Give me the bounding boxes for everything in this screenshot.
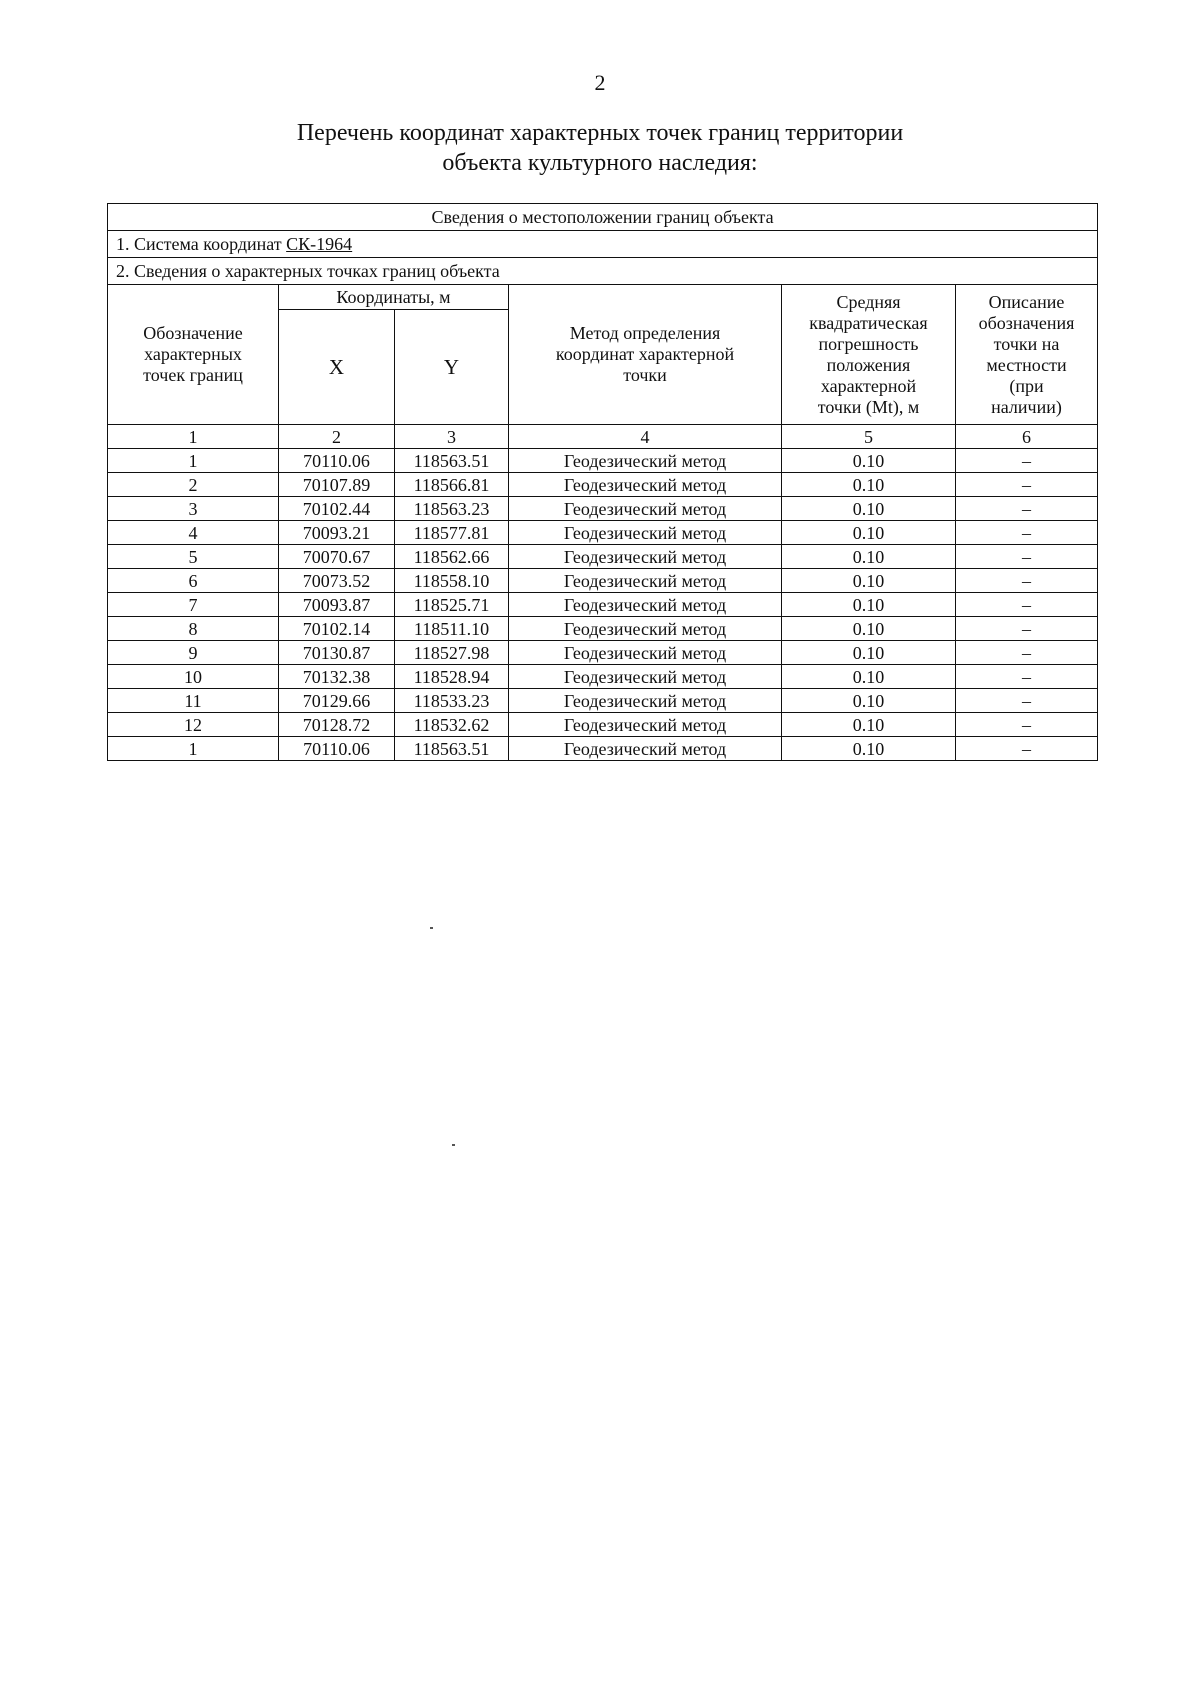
description-cell: – — [956, 521, 1098, 545]
table-row — [108, 521, 1098, 545]
error-cell: 0.10 — [782, 593, 956, 617]
column-number-row — [108, 425, 1098, 449]
point-cell: 3 — [108, 497, 279, 521]
x-cell: 70130.87 — [279, 641, 395, 665]
method-cell: Геодезический метод — [509, 689, 782, 713]
error-cell: 0.10 — [782, 617, 956, 641]
table-row — [108, 473, 1098, 497]
document-title — [0, 118, 1200, 178]
description-cell: – — [956, 545, 1098, 569]
coordinate-system-row — [108, 231, 1098, 258]
point-cell: 4 — [108, 521, 279, 545]
error-cell: 0.10 — [782, 497, 956, 521]
x-cell: 70102.44 — [279, 497, 395, 521]
column-number: 3 — [395, 425, 509, 449]
y-cell: 118563.51 — [395, 737, 509, 761]
y-cell: 118562.66 — [395, 545, 509, 569]
point-cell: 7 — [108, 593, 279, 617]
description-cell: – — [956, 737, 1098, 761]
header-method: Метод определения координат характерной точки — [509, 285, 782, 425]
scan-speck — [430, 927, 433, 929]
y-cell: 118511.10 — [395, 617, 509, 641]
table-row — [108, 569, 1098, 593]
error-cell: 0.10 — [782, 569, 956, 593]
description-cell: – — [956, 569, 1098, 593]
description-cell: – — [956, 665, 1098, 689]
coordinate-system-value: СК-1964 — [286, 233, 353, 254]
y-cell: 118563.51 — [395, 449, 509, 473]
section-2-heading: 2. Сведения о характерных точках границ объекта — [108, 258, 1098, 285]
y-cell: 118533.23 — [395, 689, 509, 713]
x-cell: 70129.66 — [279, 689, 395, 713]
method-cell: Геодезический метод — [509, 521, 782, 545]
point-cell: 12 — [108, 713, 279, 737]
scan-speck — [452, 1144, 455, 1146]
method-cell: Геодезический метод — [509, 473, 782, 497]
column-number: 6 — [956, 425, 1098, 449]
x-cell: 70128.72 — [279, 713, 395, 737]
description-cell: – — [956, 641, 1098, 665]
table-row — [108, 497, 1098, 521]
header-point: Обозначение характерных точек границ — [108, 285, 279, 425]
header-coordinates: Координаты, м — [279, 285, 509, 310]
method-cell: Геодезический метод — [509, 593, 782, 617]
column-number: 2 — [279, 425, 395, 449]
point-cell: 5 — [108, 545, 279, 569]
column-number: 5 — [782, 425, 956, 449]
coordinate-system-label: 1. Система координат — [116, 233, 282, 254]
error-cell: 0.10 — [782, 689, 956, 713]
y-cell: 118577.81 — [395, 521, 509, 545]
table-row — [108, 593, 1098, 617]
header-mean-error: Средняя квадратическая погрешность положения характерной точки (Mt), м — [782, 285, 956, 425]
method-cell: Геодезический метод — [509, 545, 782, 569]
header-description: Описание обозначения точки на местности (при наличии) — [956, 285, 1098, 425]
point-cell: 1 — [108, 737, 279, 761]
header-y: Y — [395, 310, 509, 425]
method-cell: Геодезический метод — [509, 617, 782, 641]
column-number: 4 — [509, 425, 782, 449]
y-cell: 118525.71 — [395, 593, 509, 617]
coordinates-table — [107, 203, 1098, 761]
description-cell: – — [956, 617, 1098, 641]
method-cell: Геодезический метод — [509, 569, 782, 593]
table-row — [108, 713, 1098, 737]
error-cell: 0.10 — [782, 665, 956, 689]
error-cell: 0.10 — [782, 545, 956, 569]
point-cell: 11 — [108, 689, 279, 713]
x-cell: 70070.67 — [279, 545, 395, 569]
y-cell: 118532.62 — [395, 713, 509, 737]
title-line-2: объекта культурного наследия: — [442, 150, 758, 176]
point-cell: 10 — [108, 665, 279, 689]
method-cell: Геодезический метод — [509, 713, 782, 737]
method-cell: Геодезический метод — [509, 497, 782, 521]
point-cell: 8 — [108, 617, 279, 641]
error-cell: 0.10 — [782, 641, 956, 665]
error-cell: 0.10 — [782, 713, 956, 737]
method-cell: Геодезический метод — [509, 737, 782, 761]
point-cell: 1 — [108, 449, 279, 473]
description-cell: – — [956, 449, 1098, 473]
y-cell: 118527.98 — [395, 641, 509, 665]
column-number: 1 — [108, 425, 279, 449]
title-line-1: Перечень координат характерных точек границ территории — [296, 120, 904, 146]
error-cell: 0.10 — [782, 473, 956, 497]
y-cell: 118563.23 — [395, 497, 509, 521]
table-caption: Сведения о местоположении границ объекта — [108, 204, 1098, 231]
x-cell: 70107.89 — [279, 473, 395, 497]
table-row — [108, 449, 1098, 473]
y-cell: 118528.94 — [395, 665, 509, 689]
table-row — [108, 689, 1098, 713]
point-cell: 2 — [108, 473, 279, 497]
error-cell: 0.10 — [782, 737, 956, 761]
method-cell: Геодезический метод — [509, 449, 782, 473]
error-cell: 0.10 — [782, 449, 956, 473]
description-cell: – — [956, 497, 1098, 521]
table-row — [108, 641, 1098, 665]
method-cell: Геодезический метод — [509, 665, 782, 689]
table-row — [108, 545, 1098, 569]
point-cell: 9 — [108, 641, 279, 665]
x-cell: 70073.52 — [279, 569, 395, 593]
header-x: X — [279, 310, 395, 425]
x-cell: 70110.06 — [279, 737, 395, 761]
page-number: 2 — [594, 70, 606, 95]
table-row — [108, 617, 1098, 641]
error-cell: 0.10 — [782, 521, 956, 545]
x-cell: 70110.06 — [279, 449, 395, 473]
description-cell: – — [956, 593, 1098, 617]
description-cell: – — [956, 713, 1098, 737]
x-cell: 70102.14 — [279, 617, 395, 641]
method-cell: Геодезический метод — [509, 641, 782, 665]
x-cell: 70093.21 — [279, 521, 395, 545]
description-cell: – — [956, 689, 1098, 713]
y-cell: 118558.10 — [395, 569, 509, 593]
table-row — [108, 737, 1098, 761]
description-cell: – — [956, 473, 1098, 497]
x-cell: 70093.87 — [279, 593, 395, 617]
y-cell: 118566.81 — [395, 473, 509, 497]
x-cell: 70132.38 — [279, 665, 395, 689]
table-row — [108, 665, 1098, 689]
point-cell: 6 — [108, 569, 279, 593]
